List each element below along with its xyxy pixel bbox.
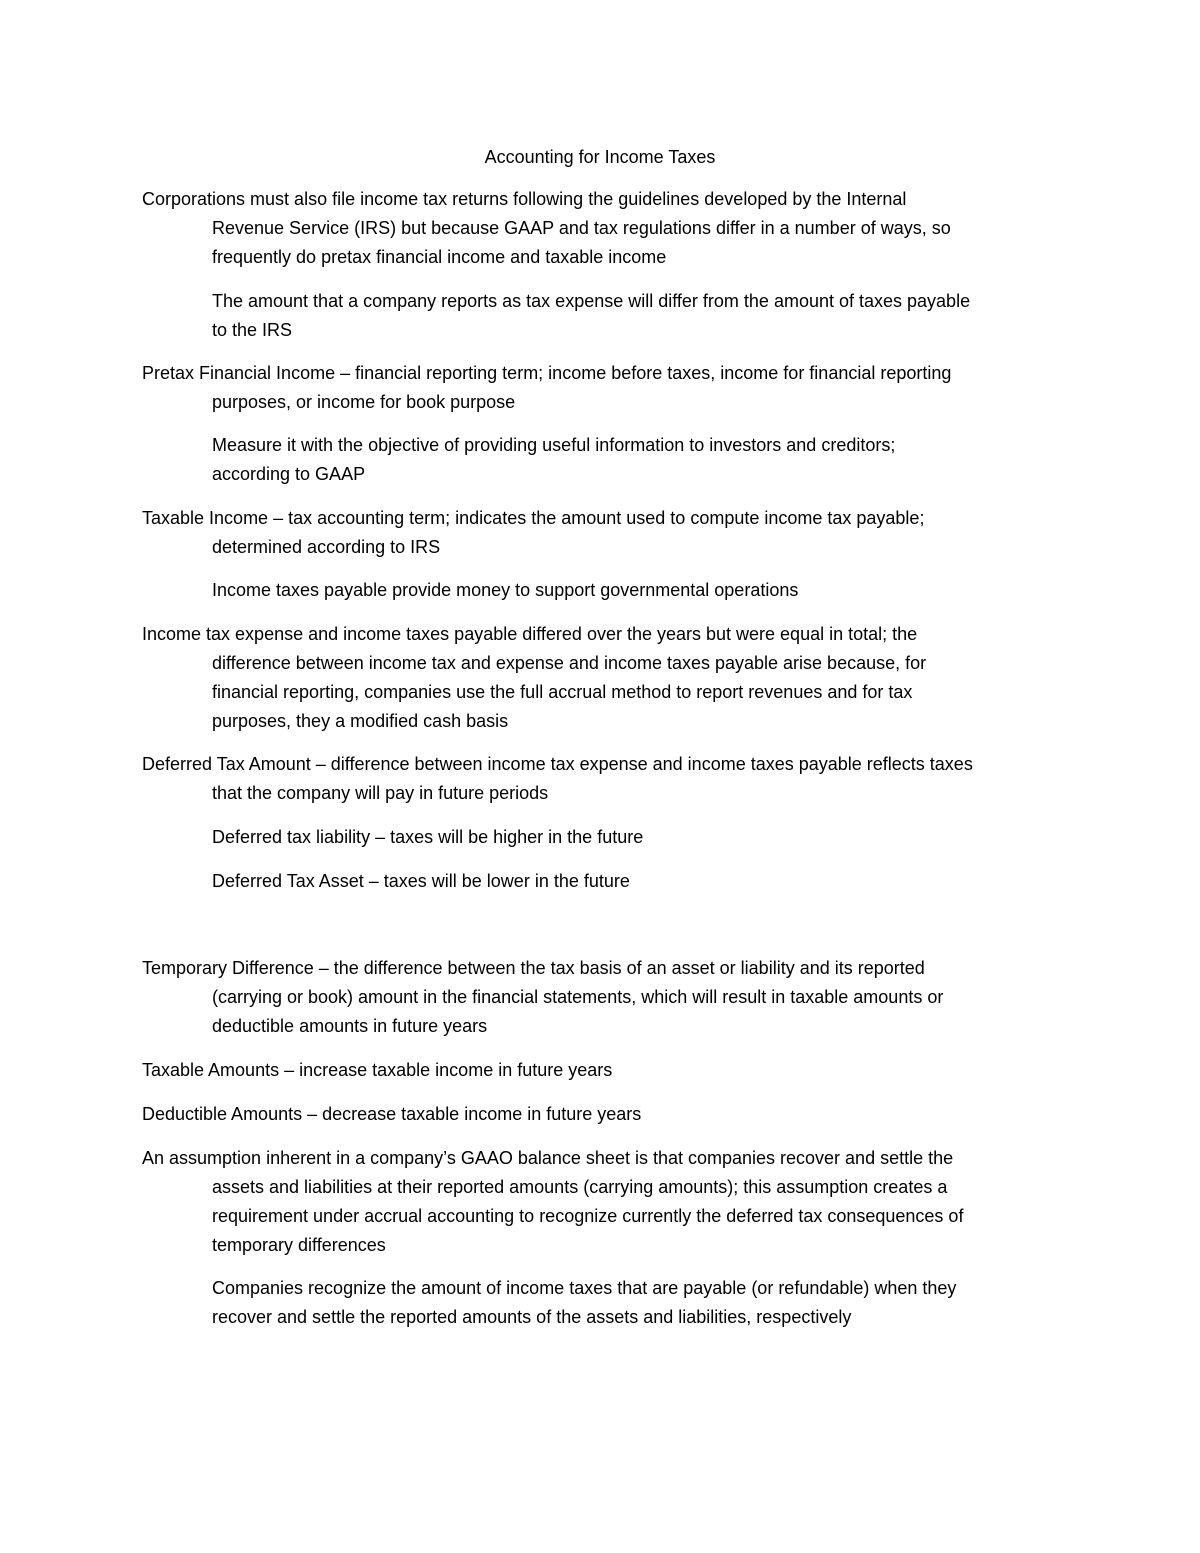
paragraph-line: that the company will pay in future periods xyxy=(212,783,549,803)
paragraph-deferred-tax-asset xyxy=(212,867,630,896)
paragraph-line: requirement under accrual accounting to recognize currently the deferred tax consequences of xyxy=(212,1206,964,1226)
paragraph-line: to the IRS xyxy=(212,320,293,340)
paragraph-line: An assumption inherent in a company’s GAAO balance sheet is that companies recover and settle the xyxy=(142,1148,954,1168)
paragraph-measure-objective xyxy=(212,431,895,489)
paragraph-line: Deferred tax liability – taxes will be higher in the future xyxy=(212,827,644,847)
paragraph-taxable-income xyxy=(142,504,924,562)
paragraph-temporary-difference xyxy=(142,954,943,1041)
paragraph-line: Income tax expense and income taxes payable differed over the years but were equal in total; the xyxy=(142,624,918,644)
paragraph-corporations xyxy=(142,185,951,272)
paragraph-line: Pretax Financial Income – financial reporting term; income before taxes, income for financial reporting xyxy=(142,363,952,383)
paragraph-expense-vs-payable xyxy=(142,620,926,736)
paragraph-line: Deferred Tax Asset – taxes will be lower in the future xyxy=(212,871,630,891)
paragraph-line: The amount that a company reports as tax expense will differ from the amount of taxes payable xyxy=(212,291,971,311)
document-title: Accounting for Income Taxes xyxy=(484,147,716,167)
paragraph-line: frequently do pretax financial income and taxable income xyxy=(212,247,667,267)
paragraph-deferred-tax-liability xyxy=(212,823,643,852)
paragraph-tax-expense-differs xyxy=(212,287,970,345)
paragraph-deferred-tax-amount xyxy=(142,750,973,808)
paragraph-line: according to GAAP xyxy=(212,464,366,484)
paragraph-line: Corporations must also file income tax returns following the guidelines developed by the Internal xyxy=(142,189,907,209)
paragraph-line: purposes, or income for book purpose xyxy=(212,392,516,412)
paragraph-line: recover and settle the reported amounts of the assets and liabilities, respectively xyxy=(212,1307,852,1327)
paragraph-line: (carrying or book) amount in the financial statements, which will result in taxable amounts or xyxy=(212,987,944,1007)
paragraph-line: determined according to IRS xyxy=(212,537,441,557)
paragraph-taxable-amounts xyxy=(142,1056,612,1085)
paragraph-line: Income taxes payable provide money to support governmental operations xyxy=(212,580,799,600)
paragraph-line: financial reporting, companies use the full accrual method to report revenues and for tax xyxy=(212,682,913,702)
paragraph-line: Revenue Service (IRS) but because GAAP and tax regulations differ in a number of ways, so xyxy=(212,218,951,238)
paragraph-line: Taxable Income – tax accounting term; indicates the amount used to compute income tax payable; xyxy=(142,508,925,528)
paragraph-pretax-financial-income xyxy=(142,359,951,417)
paragraph-line: Temporary Difference – the difference between the tax basis of an asset or liability and its reported xyxy=(142,958,925,978)
paragraph-line: Companies recognize the amount of income taxes that are payable (or refundable) when they xyxy=(212,1278,957,1298)
paragraph-line: deductible amounts in future years xyxy=(212,1016,488,1036)
paragraph-line: Deferred Tax Amount – difference between income tax expense and income taxes payable reflects taxes xyxy=(142,754,973,774)
paragraph-companies-recognize xyxy=(212,1274,956,1332)
paragraph-line: Taxable Amounts – increase taxable income in future years xyxy=(142,1060,613,1080)
paragraph-line: difference between income tax and expense and income taxes payable arise because, for xyxy=(212,653,927,673)
paragraph-assumption xyxy=(142,1144,963,1260)
paragraph-line: temporary differences xyxy=(212,1235,386,1255)
paragraph-line: Measure it with the objective of providing useful information to investors and creditors; xyxy=(212,435,896,455)
paragraph-income-taxes-payable xyxy=(212,576,798,605)
paragraph-deductible-amounts xyxy=(142,1100,641,1129)
paragraph-line: Deductible Amounts – decrease taxable income in future years xyxy=(142,1104,642,1124)
paragraph-line: assets and liabilities at their reported amounts (carrying amounts); this assumption creates a xyxy=(212,1177,948,1197)
paragraph-line: purposes, they a modified cash basis xyxy=(212,711,509,731)
